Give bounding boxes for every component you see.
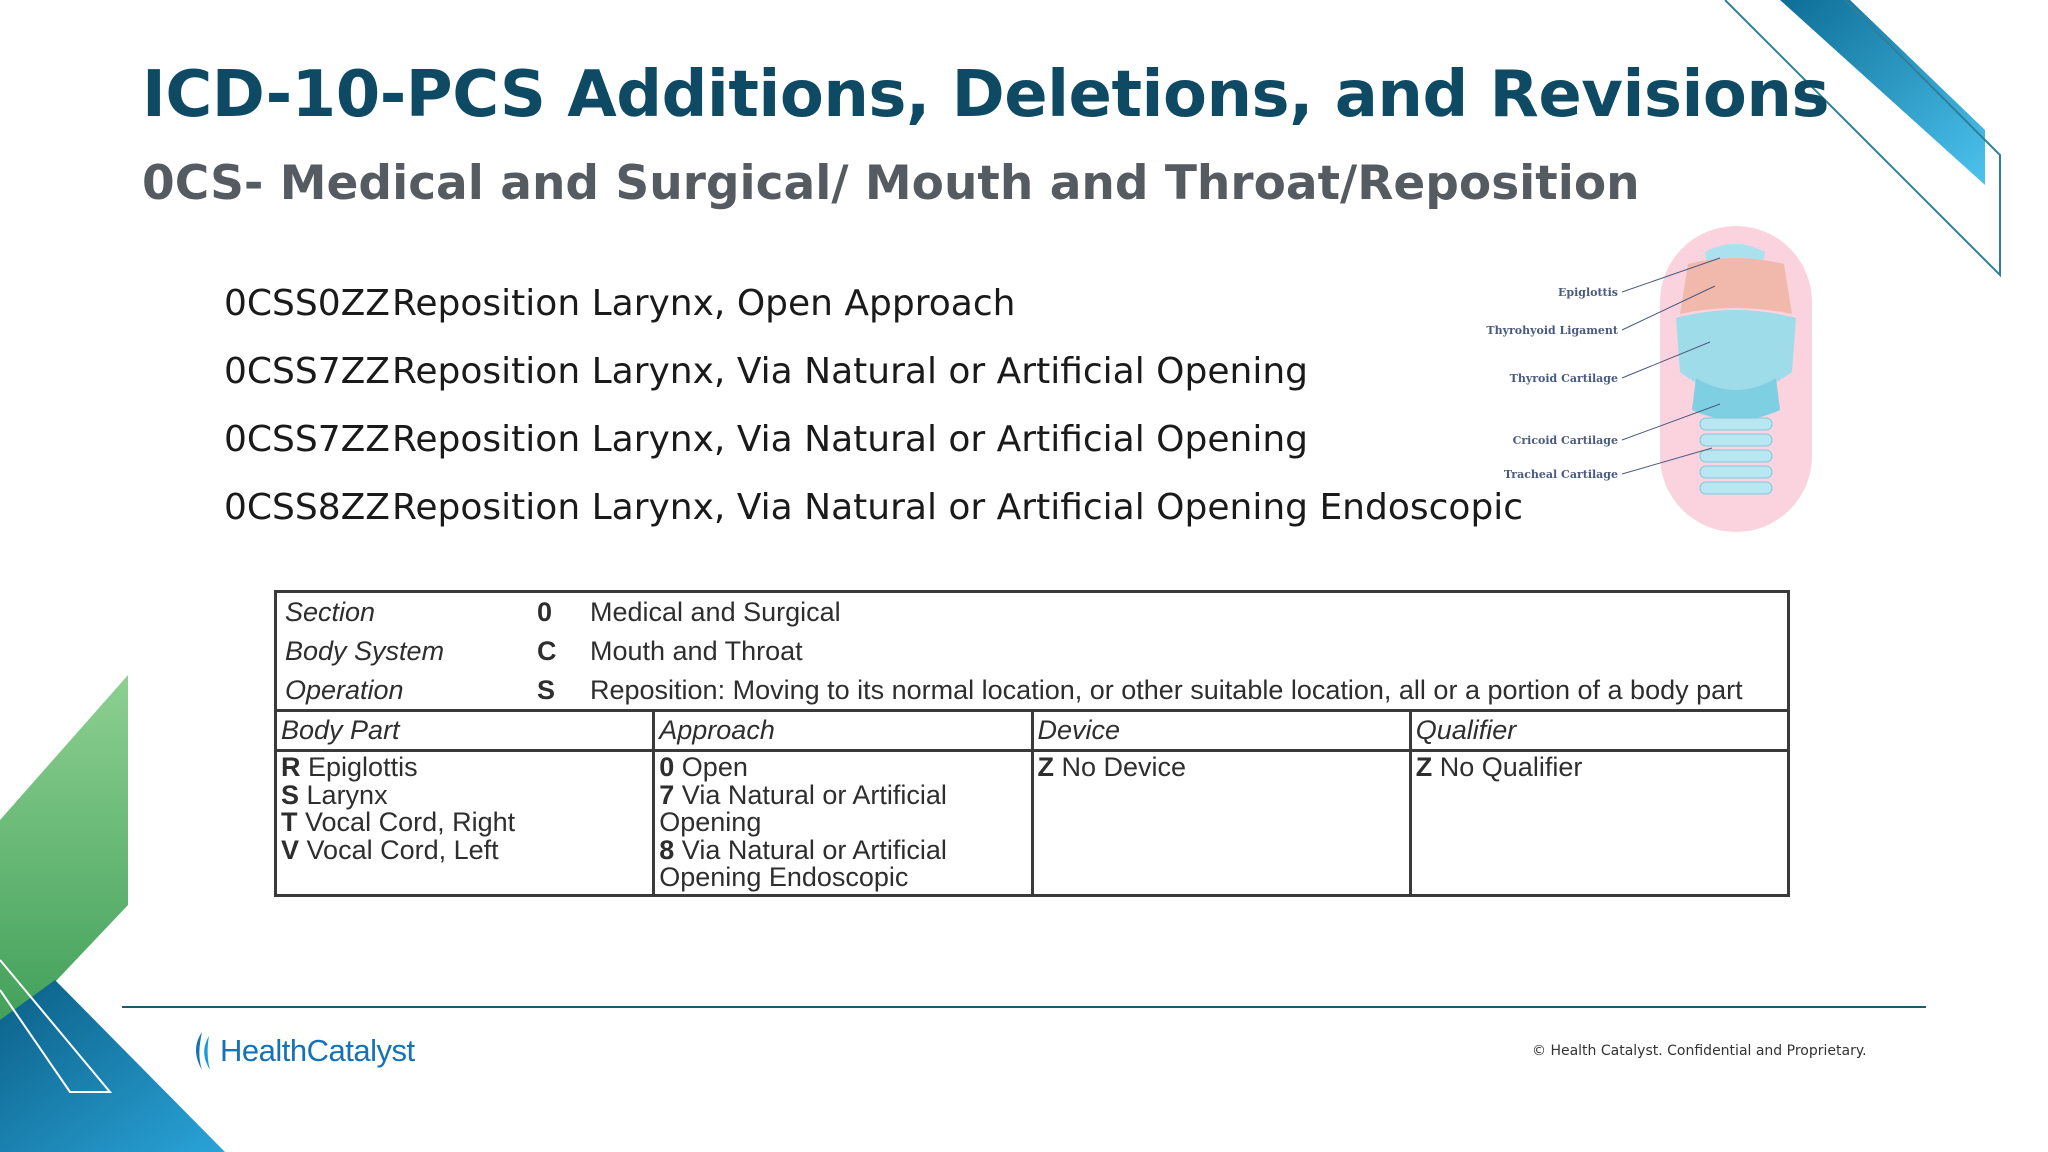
thyroid-cartilage-shape (1676, 310, 1796, 392)
code-line (224, 416, 1523, 484)
value-item: V Vocal Cord, Left (281, 834, 499, 865)
row-label: Section (285, 597, 376, 627)
code-list (224, 280, 1523, 552)
row-character: S (537, 675, 556, 705)
column-qualifier (1412, 712, 1787, 894)
row-character: 0 (537, 597, 553, 627)
code-value: 0CSS7ZZ (224, 419, 390, 460)
column-header: Body Part (277, 712, 652, 752)
code-line (224, 348, 1523, 416)
logo-text: HealthCatalyst (220, 1033, 415, 1068)
copyright-text: © Health Catalyst. Confidential and Proprietary. (1532, 1043, 1867, 1059)
slide-title: ICD-10-PCS Additions, Deletions, and Revisions (142, 58, 1830, 132)
pcs-table-header-box (274, 590, 1790, 709)
value-item: Z No Device (1037, 752, 1187, 782)
code-value: 0CSS0ZZ (224, 283, 390, 324)
flame-icon (190, 1030, 216, 1072)
value-item: 8 Via Natural or Artificial Opening Endoscopic (659, 834, 947, 892)
pcs-table-grid (274, 709, 1790, 897)
value-item: Z No Qualifier (1415, 752, 1583, 782)
value-item: 0 Open (659, 752, 748, 782)
tracheal-rings (1700, 418, 1772, 494)
value-item: T Vocal Cord, Right (281, 807, 516, 837)
label-epiglottis: Epiglottis (1558, 286, 1618, 299)
label-thyroid-cartilage: Thyroid Cartilage (1509, 372, 1618, 385)
slide-subtitle: 0CS- Medical and Surgical/ Mouth and Throat/Reposition (142, 156, 1640, 211)
footer-divider (122, 1006, 1926, 1008)
code-value: 0CSS8ZZ (224, 487, 390, 528)
code-description: Reposition Larynx, Via Natural or Artificial Opening (392, 351, 1308, 392)
label-tracheal-cartilage: Tracheal Cartilage (1503, 468, 1618, 481)
column-header: Qualifier (1412, 712, 1787, 752)
code-description: Reposition Larynx, Open Approach (392, 283, 1016, 324)
row-label: Operation (285, 675, 404, 705)
value-item: R Epiglottis (281, 752, 418, 782)
column-approach (655, 712, 1033, 894)
column-header: Approach (655, 712, 1030, 752)
bottom-left-green-shape (0, 675, 128, 1040)
row-text: Mouth and Throat (590, 636, 803, 666)
row-text: Medical and Surgical (590, 597, 841, 627)
row-label: Body System (285, 636, 445, 666)
label-cricoid-cartilage: Cricoid Cartilage (1512, 434, 1618, 447)
code-description: Reposition Larynx, Via Natural or Artificial Opening (392, 419, 1308, 460)
larynx-illustration (1486, 222, 1830, 542)
health-catalyst-logo (190, 1030, 415, 1072)
column-body-part (277, 712, 655, 894)
code-value: 0CSS7ZZ (224, 351, 390, 392)
value-item: 7 Via Natural or Artificial Opening (659, 779, 947, 837)
column-header: Device (1034, 712, 1409, 752)
code-line (224, 484, 1523, 552)
code-description: Reposition Larynx, Via Natural or Artificial Opening Endoscopic (392, 487, 1524, 528)
row-character: C (537, 636, 557, 666)
column-device (1034, 712, 1412, 894)
row-text: Reposition: Moving to its normal location, or other suitable location, all or a portion of a body part (590, 675, 1743, 705)
code-line (224, 280, 1523, 348)
pcs-table (274, 590, 1790, 897)
label-thyrohyoid-ligament: Thyrohyoid Ligament (1486, 324, 1618, 337)
value-item: S Larynx (281, 779, 388, 810)
